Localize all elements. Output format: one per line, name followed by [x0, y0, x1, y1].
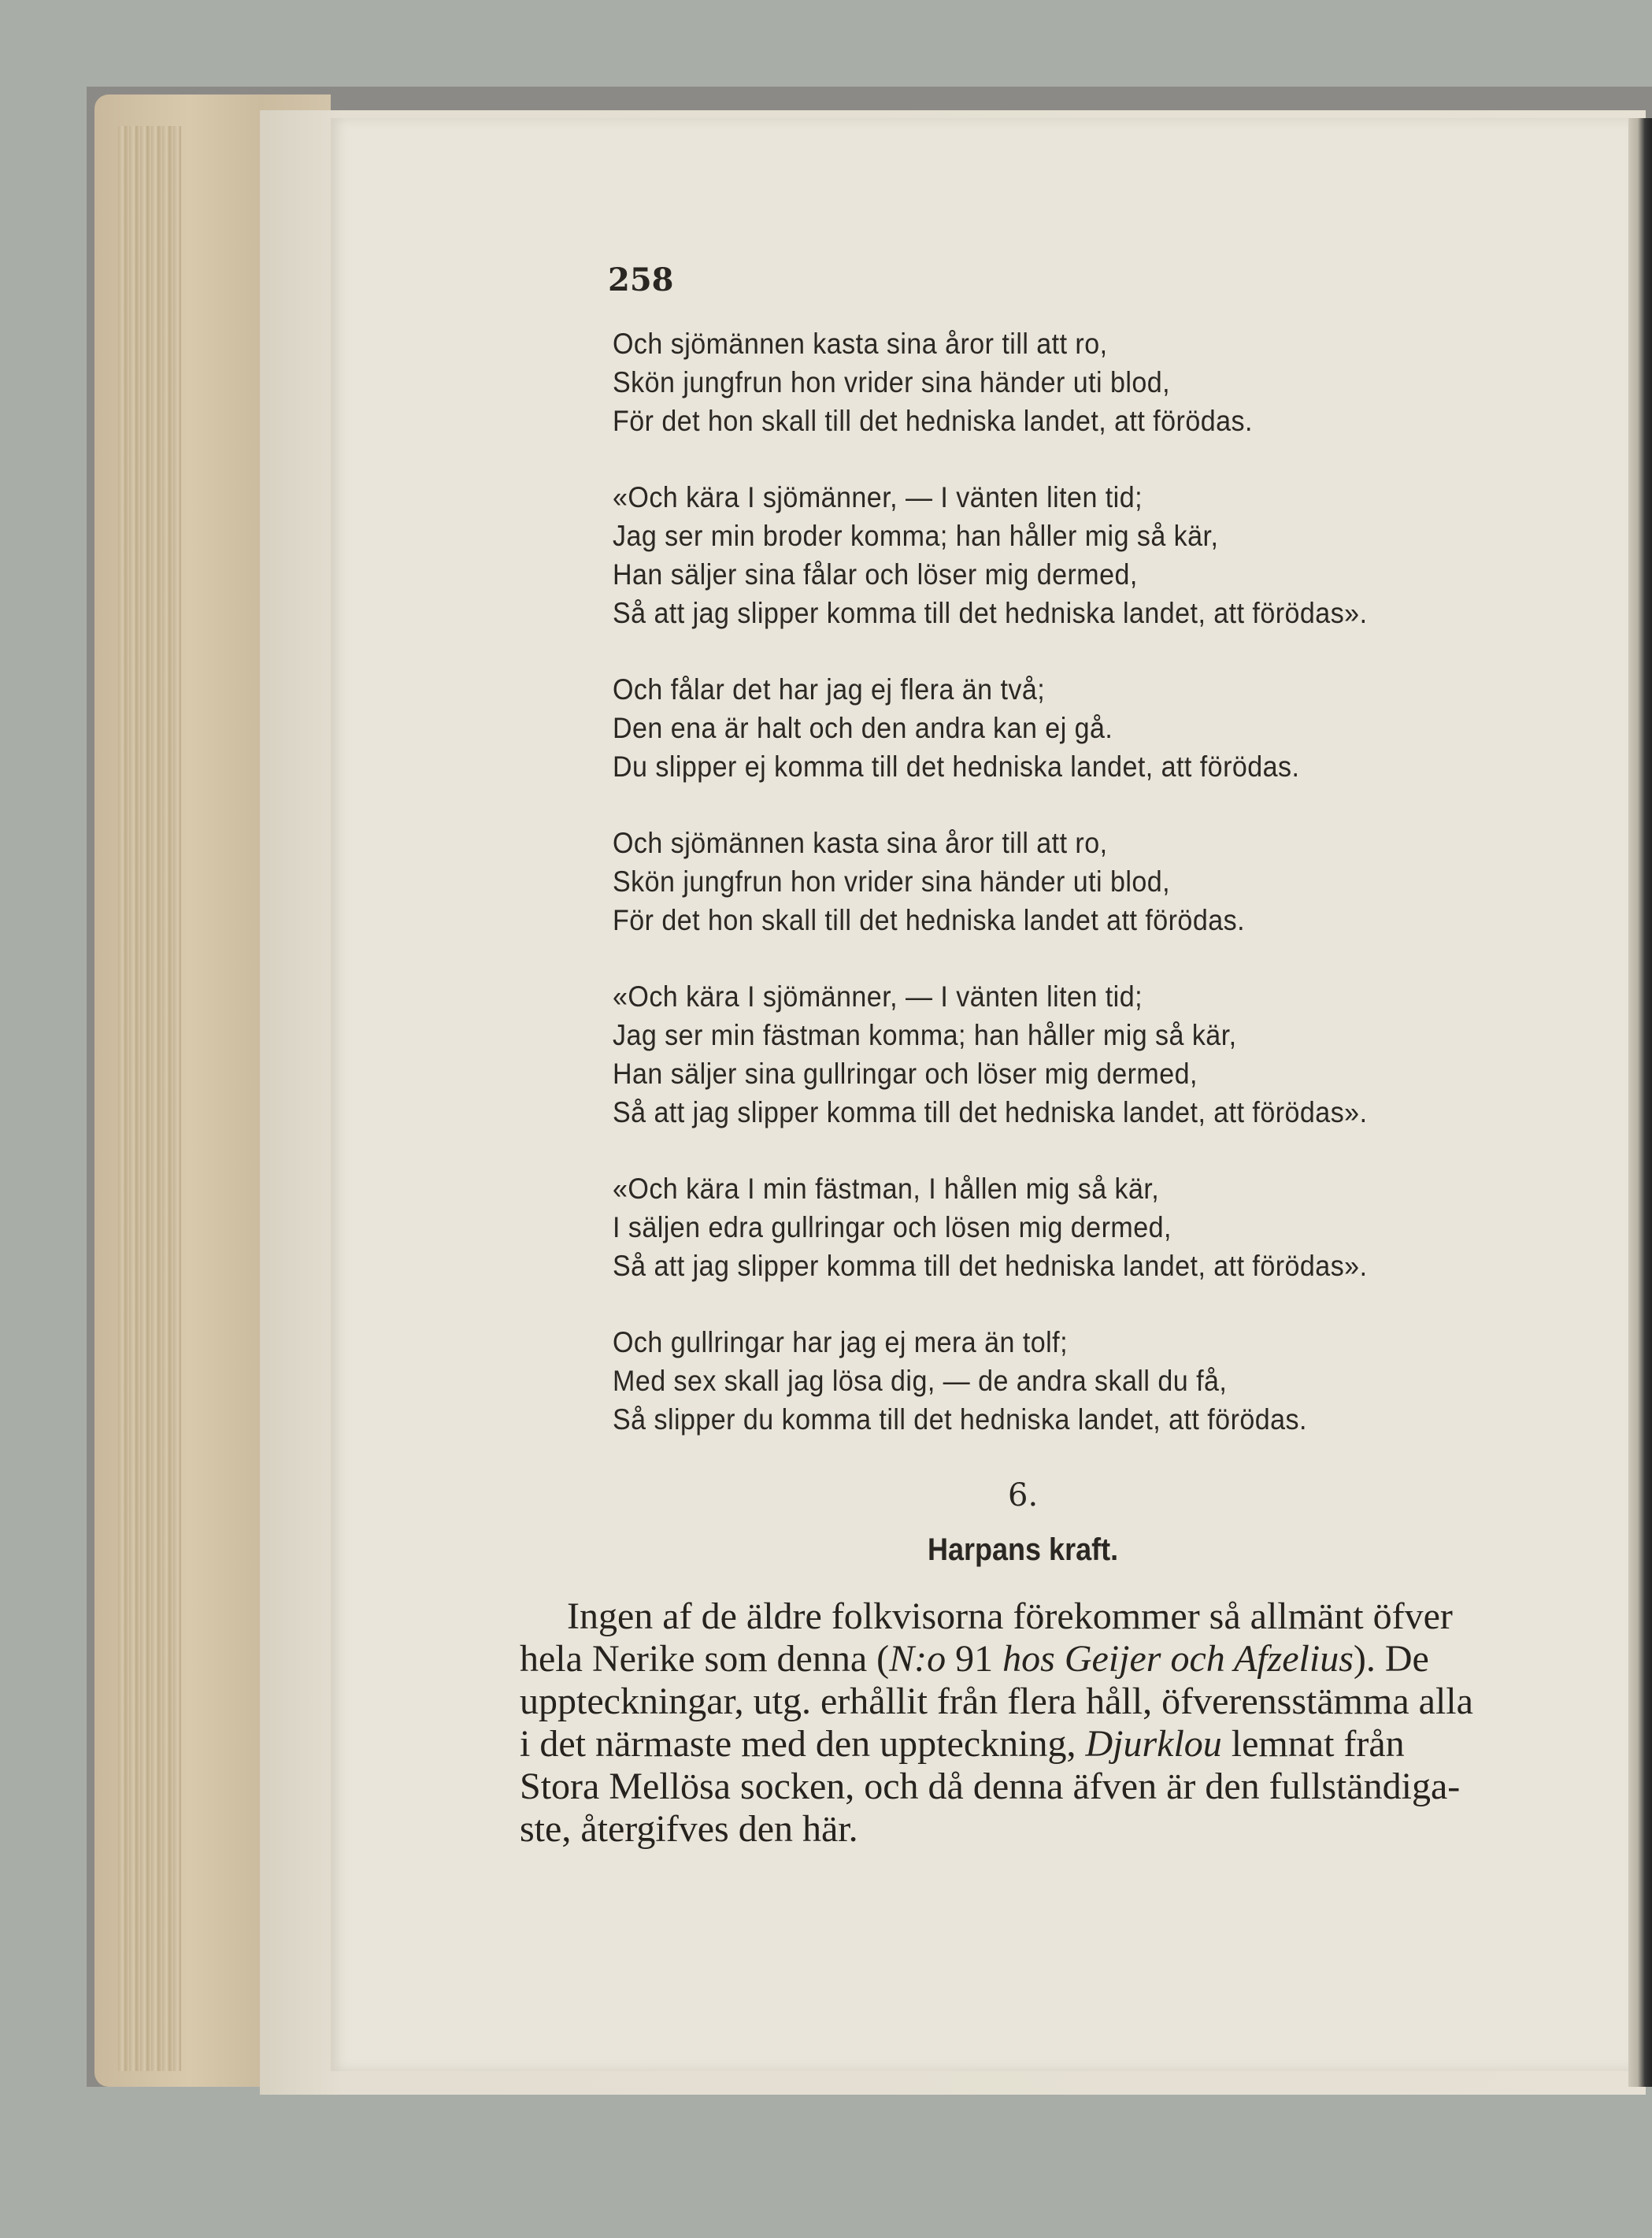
verse-line: Skön jungfrun hon vrider sina händer uti blod, [613, 366, 1171, 398]
stanza [613, 324, 1433, 440]
section-title: Harpans kraft. [928, 1532, 1119, 1567]
verse-line: Så att jag slipper komma till det hedniska landet, att förödas». [613, 1250, 1368, 1282]
verse-line: «Och kära I min fästman, I hållen mig så kär, [613, 1173, 1160, 1205]
prose-line [520, 1638, 1543, 1680]
prose-text: ste, återgifves den här. [520, 1808, 858, 1850]
prose-text: i det närmaste med den uppteckning, [520, 1723, 1086, 1765]
verse-line: Så slipper du komma till det hedniska landet, att förödas. [613, 1403, 1307, 1436]
verse-line: För det hon skall till det hedniska landet att förödas. [613, 904, 1246, 936]
verse-line: Och fålar det har jag ej flera än två; [613, 673, 1046, 706]
stanza [613, 977, 1433, 1132]
verse-line: Och sjömännen kasta sina åror till att ro, [613, 328, 1108, 360]
prose-text-italic: N:o [889, 1638, 946, 1680]
prose-text: lemnat från [1221, 1723, 1405, 1765]
verse-line: Han säljer sina gullringar och löser mig dermed, [613, 1058, 1198, 1090]
verse-line: Så att jag slipper komma till det hedniska landet, att förödas». [613, 597, 1368, 629]
prose-text: Stora Mellösa socken, och då denna äfven är den fullständiga- [520, 1766, 1461, 1807]
section-number: 6. [1008, 1477, 1039, 1514]
verse-line: Du slipper ej komma till det hedniska landet, att förödas. [613, 750, 1300, 783]
prose-paragraph [520, 1595, 1543, 1851]
prose-line [520, 1766, 1543, 1808]
book-spine-edge [118, 126, 181, 2071]
stanza [613, 1169, 1433, 1285]
prose-line [520, 1723, 1543, 1766]
prose-text: hela Nerike som denna ( [520, 1638, 890, 1680]
prose-text: ). De [1353, 1638, 1429, 1680]
verse-block [613, 324, 1433, 1477]
stanza [613, 1323, 1433, 1439]
prose-text: 91 [946, 1638, 1003, 1680]
verse-line: Den ena är halt och den andra kan ej gå. [613, 712, 1113, 744]
prose-text-italic: Djurklou [1085, 1723, 1222, 1765]
verse-line: Jag ser min fästman komma; han håller mig så kär, [613, 1019, 1237, 1051]
prose-text-italic: hos Geijer och Afzelius [1002, 1638, 1354, 1680]
verse-line: I säljen edra gullringar och lösen mig dermed, [613, 1211, 1172, 1243]
prose-line [520, 1808, 1543, 1851]
page-number: 258 [608, 261, 674, 298]
stanza [613, 478, 1433, 632]
verse-line: Han säljer sina fålar och löser mig dermed, [613, 558, 1138, 591]
verse-line: «Och kära I sjömänner, — I vänten liten tid; [613, 980, 1143, 1013]
stanza [613, 670, 1433, 786]
verse-line: Och sjömännen kasta sina åror till att ro, [613, 827, 1108, 859]
facing-page-edge [1628, 118, 1652, 2087]
verse-line: Skön jungfrun hon vrider sina händer uti blod, [613, 865, 1171, 898]
prose-text: Ingen af de äldre folkvisorna förekommer så allmänt öfver [567, 1595, 1453, 1637]
prose-line [520, 1595, 1543, 1638]
verse-line: För det hon skall till det hedniska landet, att förödas. [613, 405, 1253, 437]
prose-text: uppteckningar, utg. erhållit från flera håll, öfverensstämma alla [520, 1680, 1473, 1722]
stanza [613, 824, 1433, 939]
verse-line: Så att jag slipper komma till det hedniska landet, att förödas». [613, 1096, 1368, 1128]
verse-line: «Och kära I sjömänner, — I vänten liten tid; [613, 481, 1143, 513]
verse-line: Och gullringar har jag ej mera än tolf; [613, 1326, 1068, 1358]
prose-line [520, 1680, 1543, 1723]
verse-line: Med sex skall jag lösa dig, — de andra skall du få, [613, 1365, 1228, 1397]
verse-line: Jag ser min broder komma; han håller mig så kär, [613, 520, 1219, 552]
